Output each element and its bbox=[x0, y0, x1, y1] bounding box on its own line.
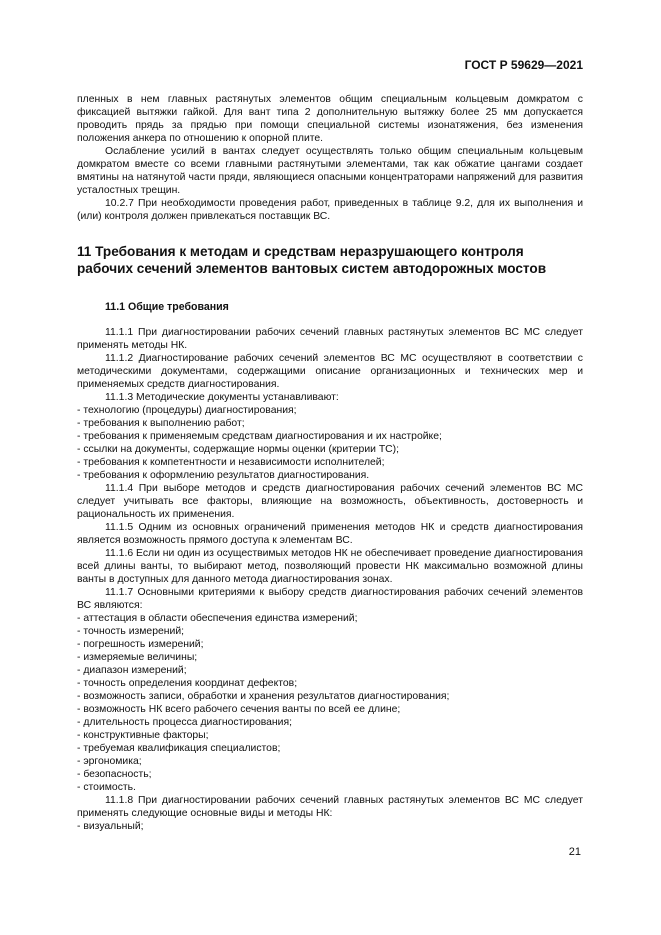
list-item: - ссылки на документы, содержащие нормы оценки (критерии ТС); bbox=[77, 444, 400, 455]
document-code: ГОСТ Р 59629—2021 bbox=[464, 58, 583, 72]
list-item: - требования к выполнению работ; bbox=[77, 418, 245, 429]
subsection-title: 11.1 Общие требования bbox=[105, 301, 229, 313]
list-item: - конструктивные факторы; bbox=[77, 730, 209, 741]
paragraph-10-2-7: 10.2.7 При необходимости проведения работ, приведенных в таблице 9.2, для их выполнения и (или) контроля должен привлекаться поставщик ВС. bbox=[77, 198, 583, 222]
list-item: - измеряемые величины; bbox=[77, 652, 198, 663]
paragraph-continuation: пленных в нем главных растянутых элементов общим специальным кольцевым домкратом с фиксацией вытяжки гайкой. Для вант типа 2 дополнительную вытяжку более 25 мм допускается проводить прядь за прядью при помощи специальной системы изонатяжения, без изменения положения анкера по отношению к опорной плите. bbox=[77, 94, 583, 144]
section-title: 11 Требования к методам и средствам неразрушающего контроля рабочих сечений элементов вантовых систем автодорожных мостов bbox=[77, 244, 547, 276]
list-item: - требования к компетентности и независимости исполнителей; bbox=[77, 457, 385, 468]
paragraph-11-1-7: 11.1.7 Основными критериями к выбору средств диагностирования рабочих сечений элементов ВС являются: bbox=[77, 587, 583, 611]
paragraph-11-1-4: 11.1.4 При выборе методов и средств диагностирования рабочих сечений элементов ВС МС следует учитывать все факторы, влияющие на возможность, объективность, достоверность и рациональность их применения. bbox=[77, 483, 583, 520]
list-item: - точность определения координат дефектов; bbox=[77, 678, 298, 689]
paragraph-11-1-2: 11.1.2 Диагностирование рабочих сечений элементов ВС МС осуществляют в соответствии с методическими документами, содержащими описание организационных и технических мер и применяемых средств диагностирования. bbox=[77, 353, 583, 390]
list-item: - точность измерений; bbox=[77, 626, 185, 637]
list-item: - погрешность измерений; bbox=[77, 639, 204, 650]
paragraph-11-1-5: 11.1.5 Одним из основных ограничений применения методов НК и средств диагностирования является возможность прямого доступа к элементам ВС. bbox=[77, 522, 583, 546]
page-content bbox=[77, 93, 583, 833]
list-item: - возможность НК всего рабочего сечения ванты по всей ее длине; bbox=[77, 704, 401, 715]
paragraph-11-1-6: 11.1.6 Если ни один из осуществимых методов НК не обеспечивает проведение диагностирования всей длины ванты, то выбирают метод, позволяющий провести НК максимально возможной длины ванты в доступных для данного метода диагностирования зонах. bbox=[77, 548, 583, 585]
page-number: 21 bbox=[568, 846, 581, 858]
paragraph-11-1-1: 11.1.1 При диагностировании рабочих сечений главных растянутых элементов ВС МС следует применять методы НК. bbox=[77, 327, 583, 351]
list-item: - аттестация в области обеспечения единства измерений; bbox=[77, 613, 358, 624]
list-item: - возможность записи, обработки и хранения результатов диагностирования; bbox=[77, 691, 450, 702]
list-item: - эргономика; bbox=[77, 756, 142, 767]
paragraph-11-1-3: 11.1.3 Методические документы устанавливают: bbox=[105, 392, 339, 403]
paragraph-weakening: Ослабление усилий в вантах следует осуществлять только общим специальным кольцевым домкратом вместе со всеми главными растянутыми элементами, так как обжатие цангами создает вмятины на натянутой части пряди, являющиеся опасными концентраторами напряжений для развития усталостных трещин. bbox=[77, 146, 583, 196]
list-11-1-7 bbox=[77, 612, 583, 794]
list-item: - технологию (процедуры) диагностирования; bbox=[77, 405, 297, 416]
list-11-1-8 bbox=[77, 820, 583, 833]
list-item: - требования к применяемым средствам диагностирования и их настройке; bbox=[77, 431, 442, 442]
list-item: - длительность процесса диагностирования; bbox=[77, 717, 292, 728]
list-item: - безопасность; bbox=[77, 769, 152, 780]
list-item: - требования к оформлению результатов диагностирования. bbox=[77, 470, 370, 481]
list-item: - требуемая квалификация специалистов; bbox=[77, 743, 281, 754]
list-item: - диапазон измерений; bbox=[77, 665, 187, 676]
list-item: - визуальный; bbox=[77, 821, 144, 832]
list-item: - стоимость. bbox=[77, 782, 136, 793]
paragraph-11-1-8: 11.1.8 При диагностировании рабочих сечений главных растянутых элементов ВС МС следует применять следующие основные виды и методы НК: bbox=[77, 795, 583, 819]
list-11-1-3 bbox=[77, 404, 583, 482]
